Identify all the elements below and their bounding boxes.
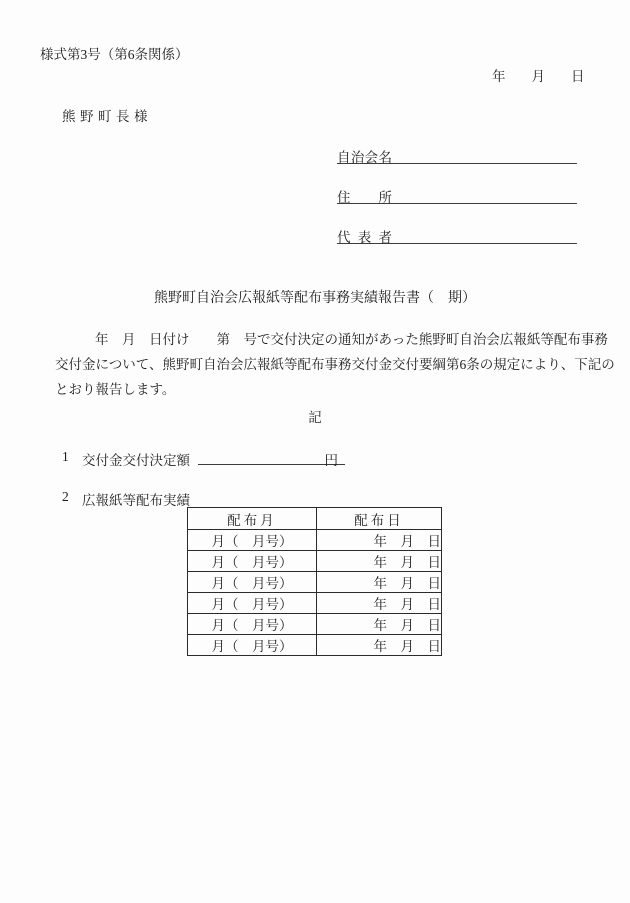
table-row bbox=[188, 593, 442, 614]
item-1-number: 1 bbox=[62, 449, 69, 464]
association-name-label: 自治会名 bbox=[337, 150, 392, 165]
address-label: 住所 bbox=[337, 190, 392, 205]
date-cell: 年 月 日 bbox=[317, 551, 442, 572]
date-cell: 年 月 日 bbox=[317, 530, 442, 551]
body-paragraph bbox=[55, 327, 615, 402]
date-cell: 年 月 日 bbox=[317, 635, 442, 656]
month-cell: 月（ 月号） bbox=[188, 530, 317, 551]
signature-block bbox=[337, 146, 577, 266]
distribution-table-wrap bbox=[187, 507, 442, 656]
header-distribution-month: 配布月 bbox=[188, 508, 317, 530]
header-distribution-date: 配布日 bbox=[317, 508, 442, 530]
representative-label: 代表者 bbox=[337, 230, 392, 245]
item-2-number: 2 bbox=[62, 489, 69, 504]
table-row bbox=[188, 635, 442, 656]
date-cell: 年 月 日 bbox=[317, 614, 442, 635]
header-date-blank bbox=[492, 65, 585, 85]
date-month-label: 月 bbox=[531, 69, 545, 84]
date-cell: 年 月 日 bbox=[317, 593, 442, 614]
month-cell: 月（ 月号） bbox=[188, 593, 317, 614]
association-name-field bbox=[337, 146, 577, 164]
form-number: 様式第3号（第6条関係） bbox=[40, 47, 189, 62]
address-field bbox=[337, 186, 577, 204]
body-line-2: 交付金について、熊野町自治会広報紙等配布事務交付金交付要綱第6条の規定により、下記の bbox=[55, 357, 615, 372]
date-year-label: 年 bbox=[492, 69, 506, 84]
month-cell: 月（ 月号） bbox=[188, 551, 317, 572]
month-cell: 月（ 月号） bbox=[188, 614, 317, 635]
distribution-table bbox=[187, 507, 442, 656]
table-row bbox=[188, 551, 442, 572]
body-line-1: 年 月 日付け 第 号で交付決定の通知があった熊野町自治会広報紙等配布事務 bbox=[95, 332, 608, 347]
document-title: 熊野町自治会広報紙等配布事務実績報告書（ 期） bbox=[154, 291, 476, 306]
item-distribution-results bbox=[0, 489, 630, 509]
yen-unit-label: 円 bbox=[324, 453, 338, 468]
table-row bbox=[188, 530, 442, 551]
item-grant-amount bbox=[0, 449, 630, 469]
item-1-label: 交付金交付決定額 bbox=[82, 453, 190, 468]
addressee: 熊野町長様 bbox=[62, 109, 152, 124]
table-header-row bbox=[188, 508, 442, 530]
representative-field bbox=[337, 226, 577, 244]
distribution-table-body bbox=[188, 530, 442, 656]
body-line-3: とおり報告します。 bbox=[55, 382, 176, 397]
record-marker: 記 bbox=[308, 410, 322, 425]
table-row bbox=[188, 614, 442, 635]
month-cell: 月（ 月号） bbox=[188, 572, 317, 593]
month-cell: 月（ 月号） bbox=[188, 635, 317, 656]
date-day-label: 日 bbox=[571, 69, 585, 84]
amount-fill-in-blank bbox=[198, 449, 345, 468]
item-2-label: 広報紙等配布実績 bbox=[82, 493, 190, 508]
table-row bbox=[188, 572, 442, 593]
date-cell: 年 月 日 bbox=[317, 572, 442, 593]
